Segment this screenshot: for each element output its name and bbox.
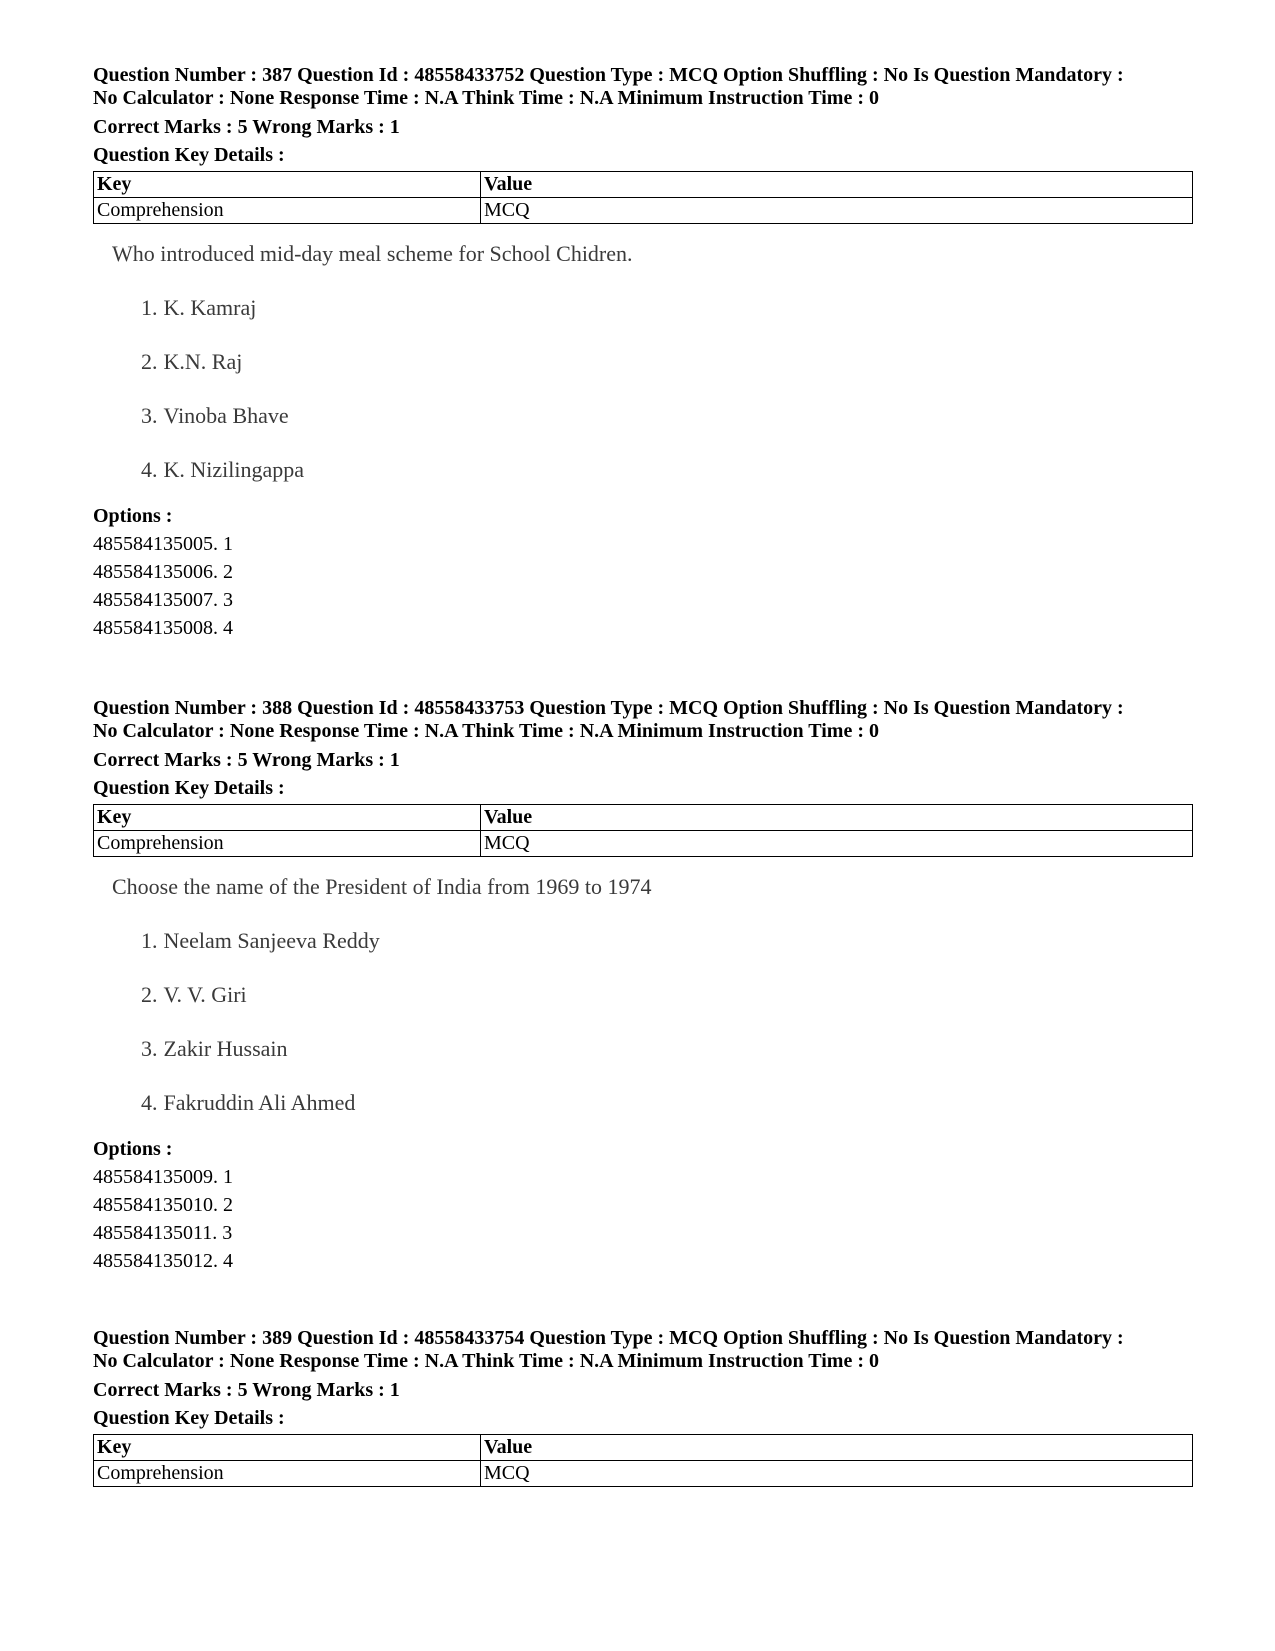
choice-number: 2. — [141, 982, 158, 1007]
table-header-value: Value — [481, 1435, 1193, 1461]
key-details-table — [93, 1434, 1193, 1487]
table-row — [94, 1461, 1193, 1487]
marks-line: Correct Marks : 5 Wrong Marks : 1 — [93, 749, 400, 771]
choice-text: Neelam Sanjeeva Reddy — [163, 928, 380, 953]
key-details-label: Question Key Details : — [93, 1407, 285, 1429]
choice-item — [141, 294, 1193, 322]
table-header-key: Key — [94, 805, 481, 831]
key-details-label: Question Key Details : — [93, 144, 285, 166]
choice-list — [141, 927, 1193, 1117]
table-header-value: Value — [481, 172, 1193, 198]
question-meta-line-1: Question Number : 387 Question Id : 48558433752 Question Type : MCQ Option Shuffling : No Is Question Mandatory : — [93, 64, 1124, 86]
table-header-value: Value — [481, 805, 1193, 831]
options-label: Options : — [93, 1138, 173, 1160]
options-list — [93, 1163, 1193, 1275]
question-meta-line-2: No Calculator : None Response Time : N.A Think Time : N.A Minimum Instruction Time : 0 — [93, 720, 879, 742]
question-text: Who introduced mid-day meal scheme for School Chidren. — [112, 241, 633, 266]
question-text: Choose the name of the President of India from 1969 to 1974 — [112, 874, 652, 899]
option-item: 485584135006. 2 — [93, 561, 233, 583]
table-cell-value: MCQ — [481, 1461, 1193, 1487]
question-content — [112, 240, 1193, 484]
choice-number: 4. — [141, 1090, 158, 1115]
question-block-389 — [93, 1327, 1193, 1487]
choice-number: 3. — [141, 1036, 158, 1061]
choice-text: K.N. Raj — [163, 349, 243, 374]
choice-item — [141, 1035, 1193, 1063]
choice-text: K. Nizilingappa — [163, 457, 305, 482]
key-details-table — [93, 171, 1193, 224]
choice-text: Zakir Hussain — [163, 1036, 288, 1061]
choice-text: K. Kamraj — [163, 295, 257, 320]
option-item: 485584135008. 4 — [93, 617, 233, 639]
table-cell-value: MCQ — [481, 831, 1193, 857]
table-cell-value: MCQ — [481, 198, 1193, 224]
marks-line: Correct Marks : 5 Wrong Marks : 1 — [93, 116, 400, 138]
table-header-key: Key — [94, 172, 481, 198]
question-content — [112, 873, 1193, 1117]
question-meta-line-2: No Calculator : None Response Time : N.A Think Time : N.A Minimum Instruction Time : 0 — [93, 1350, 879, 1372]
choice-text: Vinoba Bhave — [163, 403, 289, 428]
choice-item — [141, 981, 1193, 1009]
choice-item — [141, 927, 1193, 955]
table-row — [94, 831, 1193, 857]
key-details-label: Question Key Details : — [93, 777, 285, 799]
choice-text: V. V. Giri — [163, 982, 247, 1007]
question-block-387 — [93, 64, 1193, 642]
choice-number: 2. — [141, 349, 158, 374]
option-item: 485584135010. 2 — [93, 1194, 233, 1216]
table-header-row — [94, 805, 1193, 831]
choice-item — [141, 402, 1193, 430]
choice-number: 3. — [141, 403, 158, 428]
marks-line: Correct Marks : 5 Wrong Marks : 1 — [93, 1379, 400, 1401]
option-item: 485584135007. 3 — [93, 589, 233, 611]
question-block-388 — [93, 697, 1193, 1275]
options-label: Options : — [93, 505, 173, 527]
table-header-key: Key — [94, 1435, 481, 1461]
choice-item — [141, 348, 1193, 376]
choice-item — [141, 1089, 1193, 1117]
choice-number: 1. — [141, 928, 158, 953]
choice-number: 4. — [141, 457, 158, 482]
table-header-row — [94, 172, 1193, 198]
option-item: 485584135011. 3 — [93, 1222, 233, 1244]
table-row — [94, 198, 1193, 224]
choice-number: 1. — [141, 295, 158, 320]
question-meta-line-1: Question Number : 389 Question Id : 48558433754 Question Type : MCQ Option Shuffling : No Is Question Mandatory : — [93, 1327, 1124, 1349]
table-header-row — [94, 1435, 1193, 1461]
option-item: 485584135009. 1 — [93, 1166, 233, 1188]
choice-item — [141, 456, 1193, 484]
key-details-table — [93, 804, 1193, 857]
choice-text: Fakruddin Ali Ahmed — [163, 1090, 356, 1115]
table-cell-key: Comprehension — [94, 831, 481, 857]
option-item: 485584135012. 4 — [93, 1250, 233, 1272]
table-cell-key: Comprehension — [94, 1461, 481, 1487]
question-meta-line-2: No Calculator : None Response Time : N.A Think Time : N.A Minimum Instruction Time : 0 — [93, 87, 879, 109]
question-meta-line-1: Question Number : 388 Question Id : 48558433753 Question Type : MCQ Option Shuffling : No Is Question Mandatory : — [93, 697, 1124, 719]
option-item: 485584135005. 1 — [93, 533, 233, 555]
choice-list — [141, 294, 1193, 484]
options-list — [93, 530, 1193, 642]
table-cell-key: Comprehension — [94, 198, 481, 224]
